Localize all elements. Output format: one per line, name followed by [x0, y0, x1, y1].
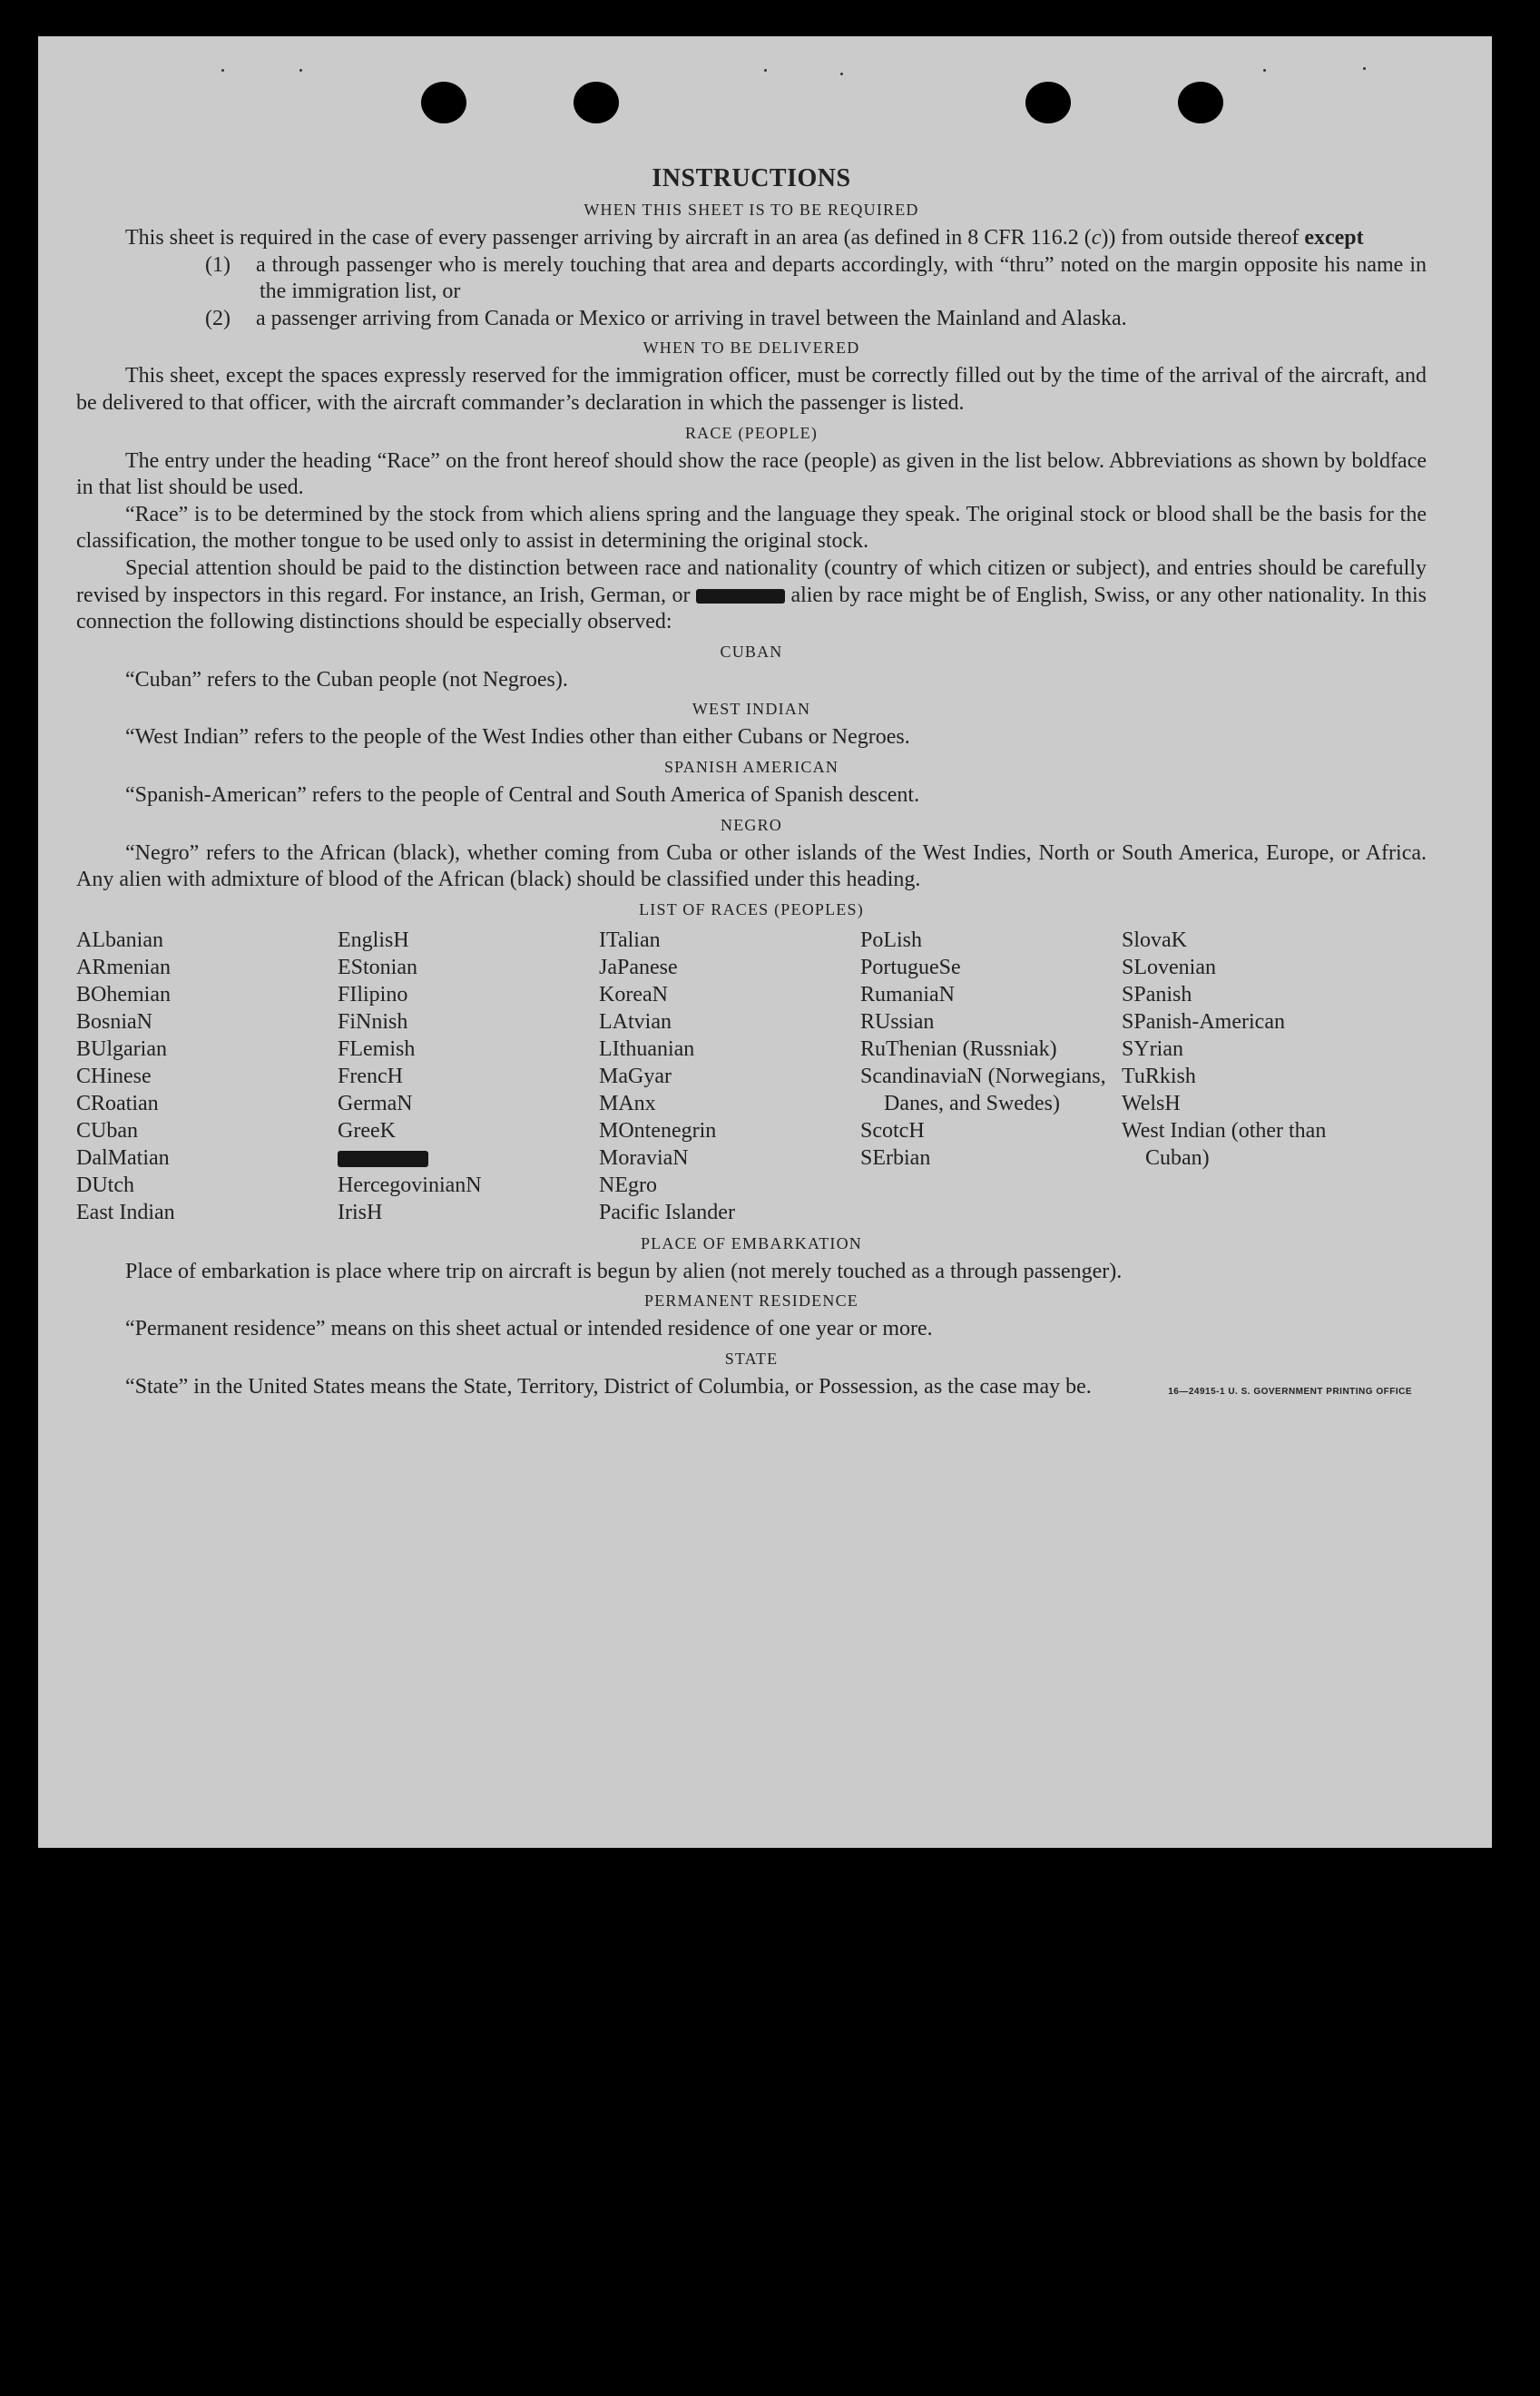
race-entry: KoreaN: [599, 982, 668, 1007]
race-entry: PoLish: [860, 928, 923, 952]
race-entry: GreeK: [338, 1118, 396, 1143]
race-entry: MOntenegrin: [599, 1118, 717, 1143]
punch-hole: [1025, 82, 1071, 123]
race-entry: ITalian: [599, 928, 661, 952]
required-intro: This sheet is required in the case of every passenger arriving by aircraft in an area (as defined in 8 CFR 116.2 (c)) from outside thereof except: [125, 226, 1364, 250]
section-heading-required: WHEN THIS SHEET IS TO BE REQUIRED: [584, 201, 919, 219]
paper-speck: [299, 69, 302, 72]
race-entry: LAtvian: [599, 1009, 672, 1034]
west-indian-text: “West Indian” refers to the people of the West Indies other than either Cubans or Negroes.: [125, 725, 910, 750]
race-entry: FrencH: [338, 1064, 403, 1088]
section-heading-cuban: CUBAN: [720, 642, 783, 661]
paper-speck: [1363, 67, 1366, 70]
race-entry: NEgro: [599, 1173, 657, 1197]
required-item-1: (1) a through passenger who is merely touching that area and departs accordingly, with “thru” noted on the margin opposite his name in the immigration list, or: [205, 252, 1427, 304]
race-entry: DUtch: [76, 1173, 134, 1197]
race-entry: ScotcH: [860, 1118, 925, 1143]
section-heading-embarkation: PLACE OF EMBARKATION: [640, 1233, 863, 1252]
redaction-mark: [338, 1151, 428, 1167]
section-heading-race-list: LIST OF RACES (PEOPLES): [639, 899, 864, 918]
page-title: INSTRUCTIONS: [652, 164, 851, 192]
paper-speck: [1263, 69, 1266, 72]
punch-hole: [421, 82, 466, 123]
negro-text: “Negro” refers to the African (black), whether coming from Cuba or other islands of the West Indies, North or South America, Europe, or Africa. Any alien with admixture of blood of the African (black) should be classified under this heading.: [76, 840, 1427, 892]
race-entry: SPanish-American: [1122, 1009, 1285, 1034]
race-entry: West Indian (other than Cuban): [1122, 1118, 1327, 1170]
section-heading-negro: NEGRO: [721, 815, 782, 834]
race-entry: SErbian: [860, 1145, 931, 1170]
paper-speck: [764, 69, 767, 72]
redacted-race-entry: [338, 1144, 599, 1172]
state-block: [76, 1374, 1427, 1401]
race-entry: BUlgarian: [76, 1036, 167, 1061]
punch-hole: [574, 82, 619, 123]
paper-speck: [840, 73, 843, 75]
race-entry: ARmenian: [76, 955, 171, 979]
race-entry: ALbanian: [76, 928, 163, 952]
punch-hole: [1178, 82, 1223, 123]
embarkation-text: Place of embarkation is place where trip on aircraft is begun by alien (not merely touched as a through passenger).: [125, 1259, 1123, 1283]
race-entry: CHinese: [76, 1064, 152, 1088]
race-entry: East Indian: [76, 1200, 175, 1224]
race-column: [860, 927, 1122, 1226]
redaction-mark: [696, 589, 785, 604]
cuban-text: “Cuban” refers to the Cuban people (not Negroes).: [125, 667, 568, 692]
race-entry: SPanish: [1122, 982, 1192, 1007]
race-entry: BOhemian: [76, 982, 171, 1007]
race-entry: PortugueSe: [860, 955, 961, 979]
race-entry: CRoatian: [76, 1091, 159, 1115]
section-heading-race: RACE (PEOPLE): [684, 423, 819, 442]
section-heading-state: STATE: [724, 1349, 779, 1368]
race-entry: EnglisH: [338, 928, 409, 952]
race-entry: MoraviaN: [599, 1145, 689, 1170]
race-entry: FLemish: [338, 1036, 416, 1061]
race-entry: Pacific Islander: [599, 1200, 735, 1224]
race-entry: GermaN: [338, 1091, 413, 1115]
race-entry: SlovaK: [1122, 928, 1187, 952]
paper-speck: [221, 69, 224, 72]
race-list: [76, 927, 1427, 1226]
race-entry: HercegovinianN: [338, 1173, 482, 1197]
race-entry: EStonian: [338, 955, 417, 979]
race-entry: TuRkish: [1122, 1064, 1196, 1088]
race-entry: RUssian: [860, 1009, 935, 1034]
section-heading-spanish-american: SPANISH AMERICAN: [663, 757, 839, 776]
race-entry: MAnx: [599, 1091, 656, 1115]
race-entry: RuThenian (Russniak): [860, 1036, 1057, 1061]
required-item-2: (2) a passenger arriving from Canada or Mexico or arriving in travel between the Mainland and Alaska.: [205, 306, 1127, 330]
race-entry: DalMatian: [76, 1145, 170, 1170]
race-entry: MaGyar: [599, 1064, 672, 1088]
race-entry: CUban: [76, 1118, 138, 1143]
race-entry: ScandinaviaN (Norwegians, Danes, and Swedes): [860, 1064, 1106, 1115]
race-entry: FIlipino: [338, 982, 408, 1007]
race-column: [338, 927, 599, 1226]
race-entry: SLovenian: [1122, 955, 1216, 979]
printer-imprint: 16—24915-1 U. S. GOVERNMENT PRINTING OFFICE: [1168, 1387, 1412, 1398]
section-heading-west-indian: WEST INDIAN: [692, 700, 811, 719]
section-heading-residence: PERMANENT RESIDENCE: [644, 1291, 858, 1311]
race-column: [599, 927, 860, 1226]
instruction-sheet: [38, 36, 1492, 1848]
residence-text: “Permanent residence” means on this sheet actual or intended residence of one year or more.: [125, 1317, 933, 1341]
race-entry: BosniaN: [76, 1009, 152, 1034]
race-entry: JaPanese: [599, 955, 678, 979]
spanish-american-text: “Spanish-American” refers to the people of Central and South America of Spanish descent.: [125, 782, 920, 807]
race-entry: LIthuanian: [599, 1036, 695, 1061]
race-entry: RumaniaN: [860, 982, 955, 1007]
race-column: [1122, 927, 1383, 1226]
race-column: [76, 927, 338, 1226]
race-paragraph-1: The entry under the heading “Race” on the front hereof should show the race (people) as given in the list below. Abbreviations as shown by boldface in that list should be used.: [76, 448, 1427, 500]
race-entry: IrisH: [338, 1200, 383, 1224]
delivered-text: This sheet, except the spaces expressly reserved for the immigration officer, must be correctly filled out by the time of the arrival of the aircraft, and be delivered to that officer, with the aircraft commander’s declaration in which the passenger is listed.: [76, 364, 1427, 415]
race-entry: SYrian: [1122, 1036, 1183, 1061]
race-paragraph-2: “Race” is to be determined by the stock from which aliens spring and the language they speak. The original stock or blood shall be the basis for the classification, the mother tongue to be used only to assist in determining the original stock.: [76, 502, 1427, 554]
state-text: “State” in the United States means the State, Territory, District of Columbia, or Possession, as the case may be.: [125, 1374, 1092, 1399]
section-heading-delivered: WHEN TO BE DELIVERED: [642, 339, 860, 358]
race-entry: WelsH: [1122, 1091, 1181, 1115]
race-paragraph-3: Special attention should be paid to the distinction between race and nationality (country of which citizen or subject), and entries should be carefully revised by inspectors in this regard. For instance, an Irish, German, or alien by race might be of English, Swiss, or any other nationality. In this connection the following distinctions should be especially observed:: [76, 555, 1427, 634]
race-entry: FiNnish: [338, 1009, 408, 1034]
